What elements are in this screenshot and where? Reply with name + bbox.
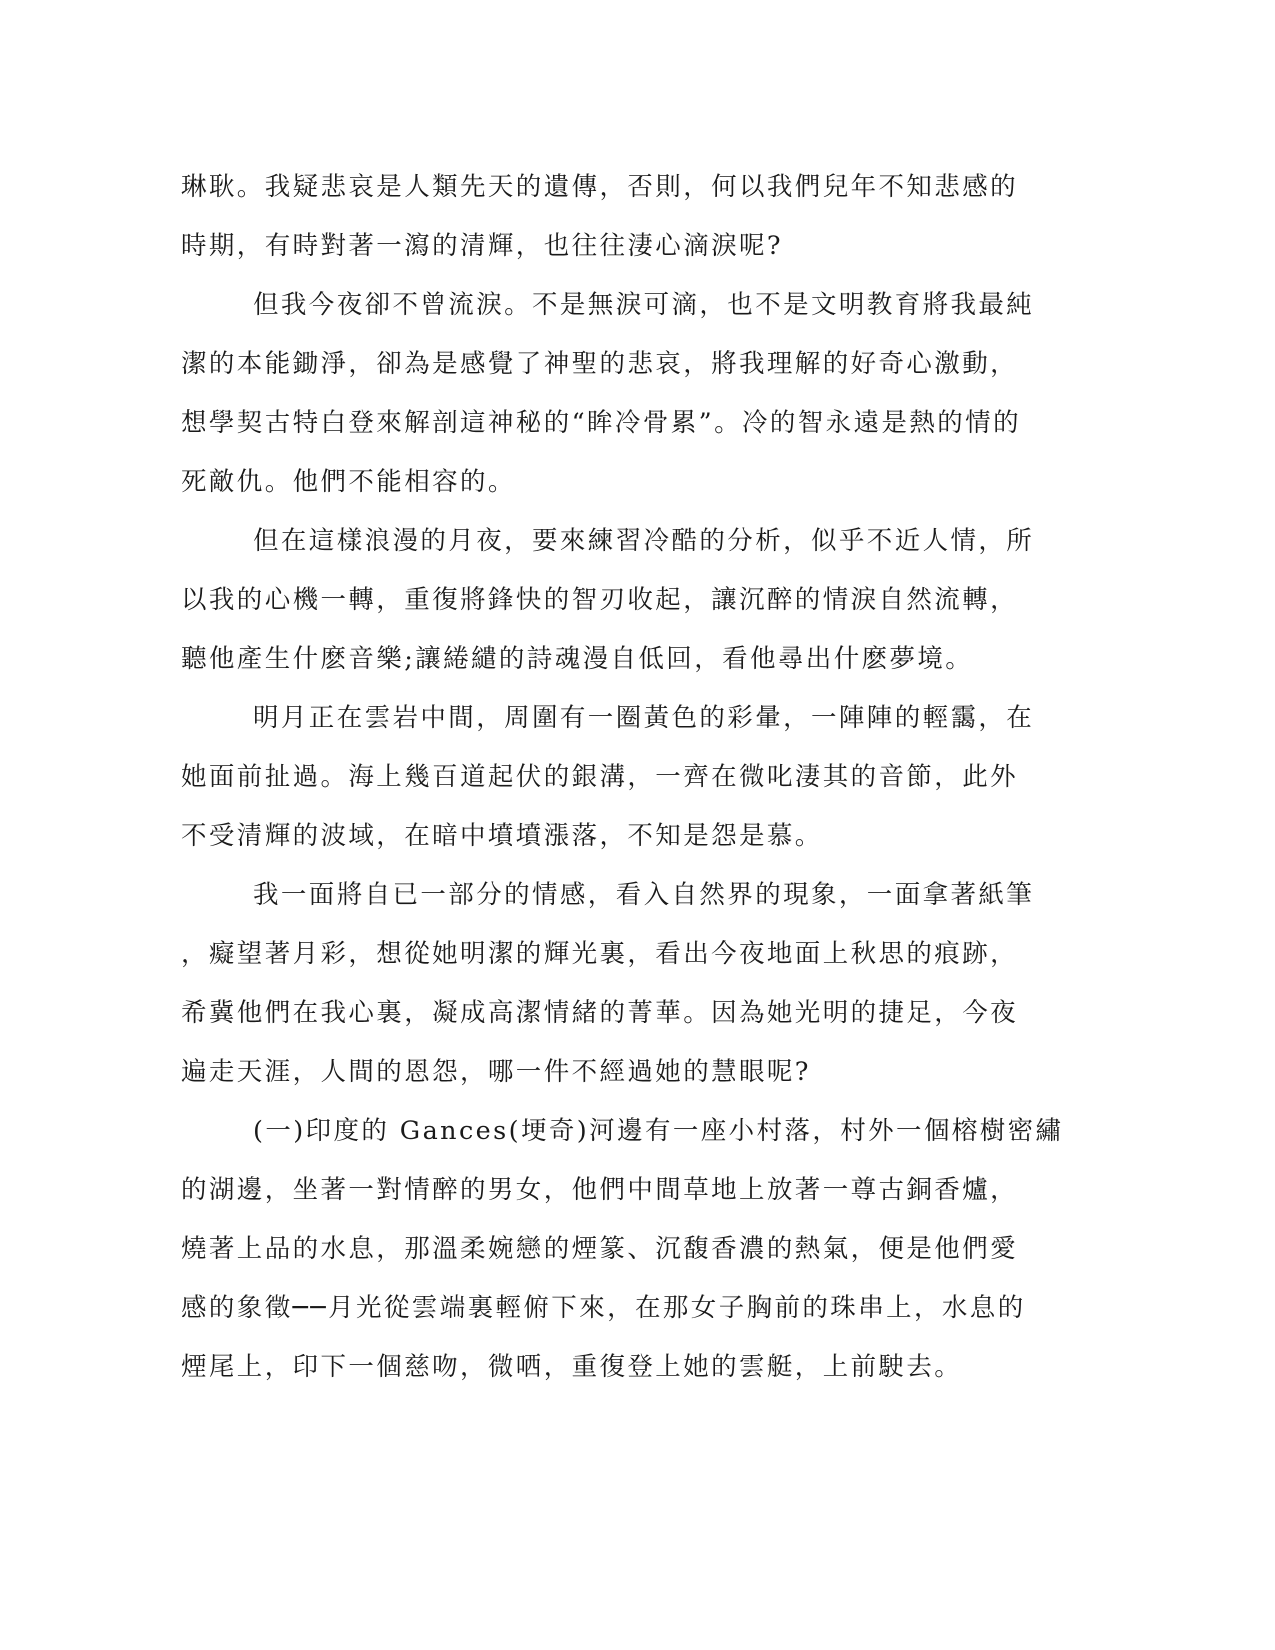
text-line-11: 她面前扯過。海上幾百道起伏的銀溝，一齊在微叱淒其的音節，此外 [181,762,1019,792]
text-line-18: 的湖邊，坐著一對情醉的男女，他們中間草地上放著一尊古銅香爐， [181,1175,1019,1205]
text-line-6: 死敵仇。他們不能相容的。 [181,467,516,497]
text-line-14: ，癡望著月彩，想從她明潔的輝光裏，看出今夜地面上秋思的痕跡， [181,939,1019,969]
text-line-3: 但我今夜卻不曾流淚。不是無淚可滴，也不是文明教育將我最純 [253,290,1035,320]
text-line-19: 燒著上品的水息，那溫柔婉戀的煙篆、沉馥香濃的熱氣，便是他們愛 [181,1234,1019,1264]
text-line-7: 但在這樣浪漫的月夜，要來練習冷酷的分析，似乎不近人情，所 [253,526,1035,556]
text-line-5: 想學契古特白登來解剖這神秘的“眸冷骨累”。冷的智永遠是熱的情的 [181,408,1021,438]
text-line-4: 潔的本能鋤淨，卻為是感覺了神聖的悲哀，將我理解的好奇心激動， [181,349,1019,379]
text-line-9: 聽他產生什麽音樂;讓綣繾的詩魂漫自低回，看他尋出什麽夢境。 [181,644,974,674]
text-line-2: 時期，有時對著一瀉的清輝，也往往淒心滴淚呢? [181,231,783,261]
text-line-21: 煙尾上，印下一個慈吻，微哂，重復登上她的雲艇，上前駛去。 [181,1352,963,1382]
text-line-10: 明月正在雲岩中間，周圍有一圈黃色的彩暈，一陣陣的輕靄，在 [253,703,1035,733]
text-line-1: 琳耿。我疑悲哀是人類先天的遺傳，否則，何以我們兒年不知悲感的 [181,172,1019,202]
document-page [181,158,1064,1397]
text-line-12: 不受清輝的波域，在暗中墳墳漲落，不知是怨是慕。 [181,821,823,851]
text-line-13: 我一面將自已一部分的情感，看入自然界的現象，一面拿著紙筆 [253,880,1035,910]
text-line-20: 感的象徵──月光從雲端裏輕俯下來，在那女子胸前的珠串上，水息的 [181,1293,1026,1323]
text-line-8: 以我的心機一轉，重復將鋒快的智刃收起，讓沉醉的情淚自然流轉， [181,585,1019,615]
text-line-15: 希冀他們在我心裏，凝成高潔情緒的菁華。因為她光明的捷足，今夜 [181,998,1019,1028]
text-line-17: (一)印度的 Gances(埂奇)河邊有一座小村落，村外一個榕樹密繡 [253,1116,1064,1146]
text-line-16: 遍走天涯，人間的恩怨，哪一件不經過她的慧眼呢? [181,1057,811,1087]
